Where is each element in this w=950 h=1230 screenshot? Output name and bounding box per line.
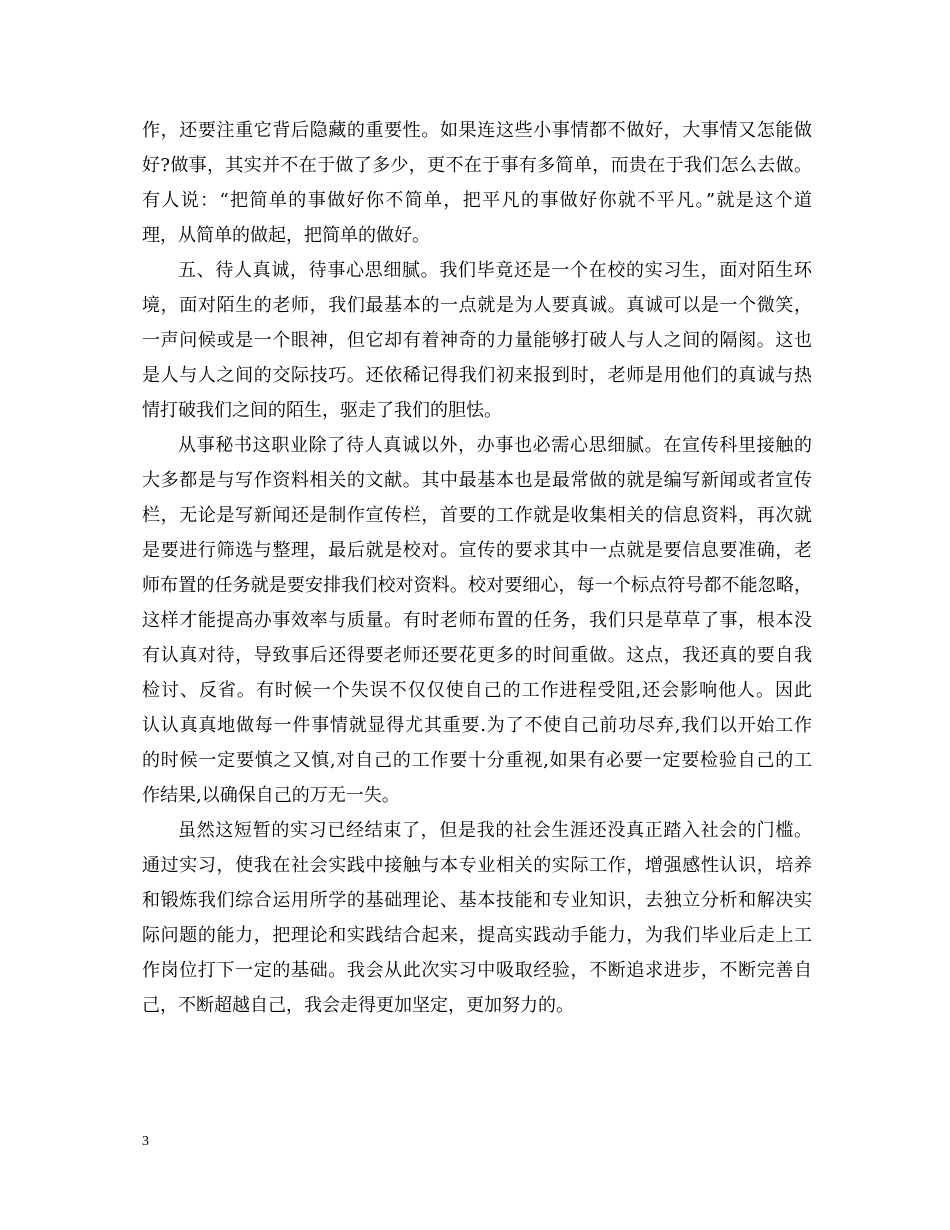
text-line: 虽然这短暂的实习已经结束了，但是我的社会生涯还没真正踏入社会的门槛。 <box>178 820 812 841</box>
text-line: 境，面对陌生的老师，我们最基本的一点就是为人要真诚。真诚可以是一个微笑， <box>142 295 812 316</box>
text-line: 这样才能提高办事效率与质量。有时老师布置的任务，我们只是草草了事，根本没 <box>142 610 812 631</box>
text-line: 从事秘书这职业除了待人真诚以外，办事也必需心思细腻。在宣传科里接触的 <box>178 435 812 456</box>
text-line: 一声问候或是一个眼神，但它却有着神奇的力量能够打破人与人之间的隔阂。这也 <box>142 330 812 351</box>
text-line: 有人说：“把简单的事做好你不简单，把平凡的事做好你就不平凡。”就是这个道 <box>142 190 812 211</box>
text-line: 好?做事，其实并不在于做了多少，更不在于事有多简单，而贵在于我们怎么去做。 <box>142 155 812 176</box>
text-line: 栏，无论是写新闻还是制作宣传栏，首要的工作就是收集相关的信息资料，再次就 <box>142 505 812 526</box>
text-line: 是要进行筛选与整理，最后就是校对。宣传的要求其中一点就是要信息要准确，老 <box>142 540 812 561</box>
text-line: 大多都是与写作资料相关的文献。其中最基本也是最常做的就是编写新闻或者宣传 <box>142 470 812 491</box>
body-text <box>142 113 812 1023</box>
text-line: 师布置的任务就是要安排我们校对资料。校对要细心，每一个标点符号都不能忽略， <box>142 575 812 596</box>
text-line: 认认真真地做每一件事情就显得尤其重要.为了不使自己前功尽弃,我们以开始工作 <box>142 715 812 736</box>
text-line: 作结果,以确保自己的万无一失。 <box>142 785 400 806</box>
text-line: 际问题的能力，把理论和实践结合起来，提高实践动手能力，为我们毕业后走上工 <box>142 925 812 946</box>
text-line: 作，还要注重它背后隐藏的重要性。如果连这些小事情都不做好，大事情又怎能做 <box>142 120 812 141</box>
text-line: 和锻炼我们综合运用所学的基础理论、基本技能和专业知识，去独立分析和解决实 <box>142 890 812 911</box>
text-line: 情打破我们之间的陌生，驱走了我们的胆怯。 <box>142 400 502 421</box>
text-line: 理，从简单的做起，把简单的做好。 <box>142 225 430 246</box>
text-line: 检讨、反省。有时候一个失误不仅仅使自己的工作进程受阻,还会影响他人。因此 <box>142 680 812 701</box>
text-line: 是人与人之间的交际技巧。还依稀记得我们初来报到时，老师是用他们的真诚与热 <box>142 365 812 386</box>
text-line: 有认真对待，导致事后还得要老师还要花更多的时间重做。这点，我还真的要自我 <box>142 645 812 666</box>
page-number: 3 <box>142 1134 149 1149</box>
text-line: 五、待人真诚，待事心思细腻。我们毕竟还是一个在校的实习生，面对陌生环 <box>178 260 812 281</box>
text-line: 的时候一定要慎之又慎,对自己的工作要十分重视,如果有必要一定要检验自己的工 <box>142 750 812 771</box>
text-line: 作岗位打下一定的基础。我会从此次实习中吸取经验，不断追求进步，不断完善自 <box>142 960 812 981</box>
text-line: 己，不断超越自己，我会走得更加坚定，更加努力的。 <box>142 995 574 1016</box>
text-line: 通过实习，使我在社会实践中接触与本专业相关的实际工作，增强感性认识，培养 <box>142 855 812 876</box>
